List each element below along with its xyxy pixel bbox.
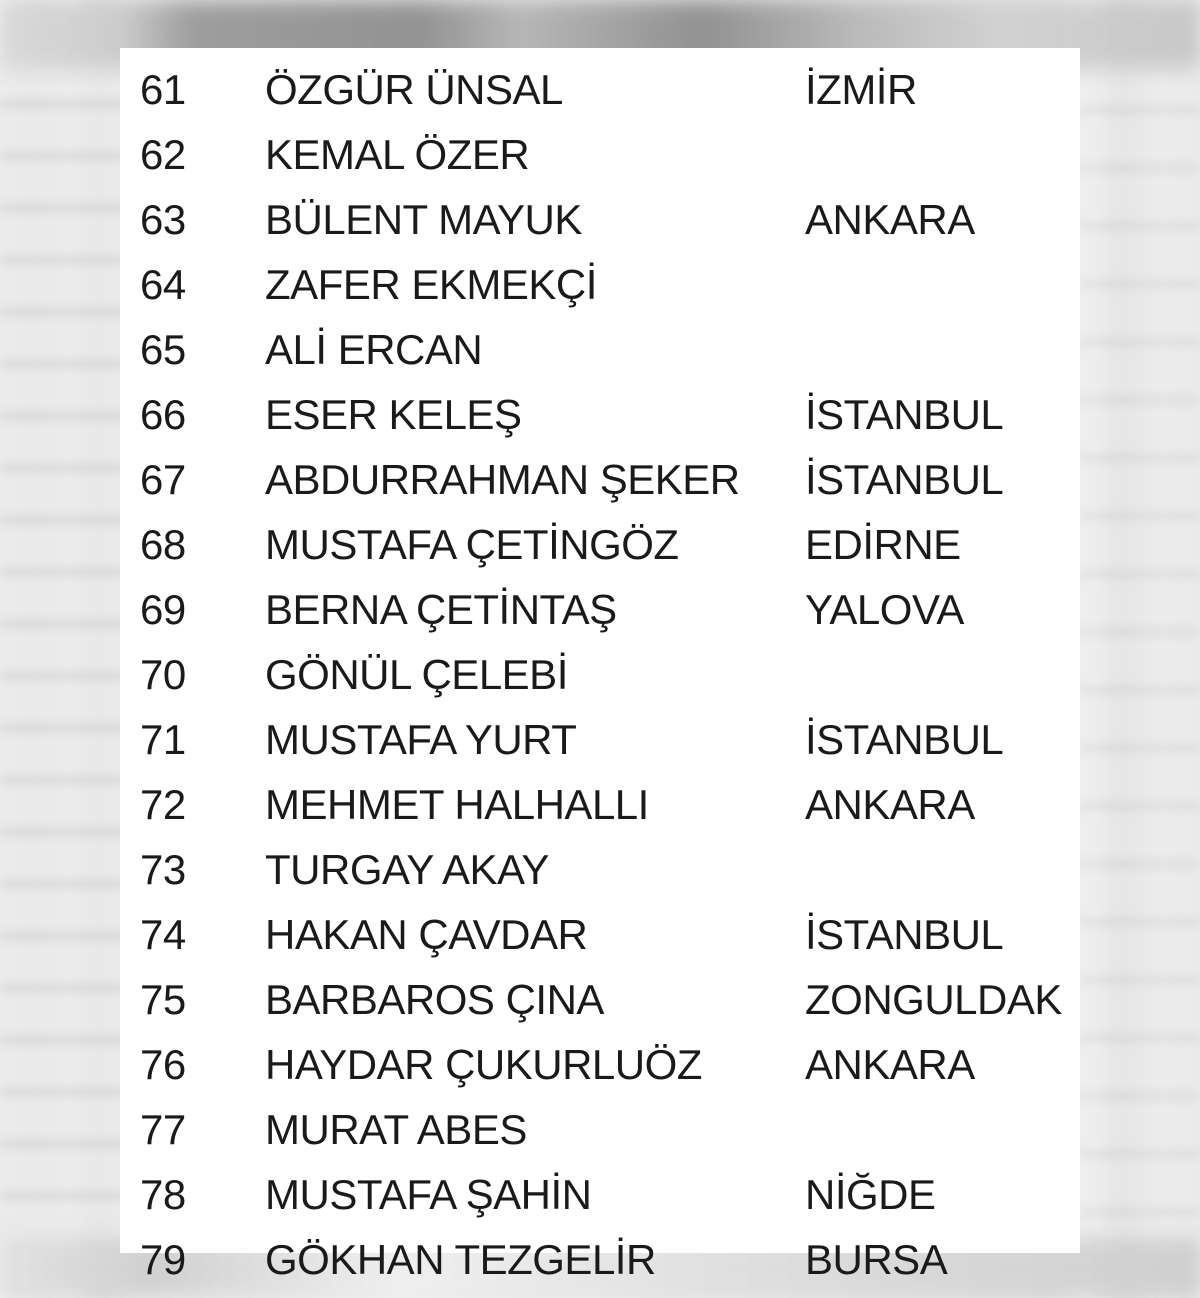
row-number: 63 <box>140 196 186 243</box>
row-name: TURGAY AKAY <box>265 846 549 893</box>
table-row <box>120 716 1080 781</box>
row-number: 70 <box>140 651 186 698</box>
table-row <box>120 976 1080 1041</box>
row-name: ALİ ERCAN <box>265 326 483 373</box>
row-name: MUSTAFA ÇETİNGÖZ <box>265 521 679 568</box>
row-city: YALOVA <box>805 586 964 633</box>
row-number: 74 <box>140 911 186 958</box>
blurred-right-text-column <box>1080 55 1200 1245</box>
table-row <box>120 66 1080 131</box>
row-name: ABDURRAHMAN ŞEKER <box>265 456 740 503</box>
row-number: 79 <box>140 1236 186 1283</box>
row-name: ESER KELEŞ <box>265 391 522 438</box>
row-name: MEHMET HALHALLI <box>265 781 649 828</box>
row-number: 71 <box>140 716 186 763</box>
table-row <box>120 261 1080 326</box>
row-name: MUSTAFA YURT <box>265 716 577 763</box>
table-row <box>120 1041 1080 1106</box>
document-sheet <box>120 48 1080 1283</box>
row-city: İSTANBUL <box>805 391 1004 438</box>
row-number: 65 <box>140 326 186 373</box>
row-name: GÖNÜL ÇELEBİ <box>265 651 568 698</box>
row-number: 67 <box>140 456 186 503</box>
row-number: 75 <box>140 976 186 1023</box>
row-number: 68 <box>140 521 186 568</box>
row-name: HAKAN ÇAVDAR <box>265 911 588 958</box>
row-number: 62 <box>140 131 186 178</box>
row-city: ANKARA <box>805 1041 975 1088</box>
row-city: İZMİR <box>805 66 917 113</box>
row-city: NİĞDE <box>805 1171 936 1218</box>
row-number: 72 <box>140 781 186 828</box>
row-city: İSTANBUL <box>805 911 1004 958</box>
row-city: ANKARA <box>805 196 975 243</box>
row-name: ZAFER EKMEKÇİ <box>265 261 597 308</box>
row-city: BURSA <box>805 1236 948 1283</box>
row-name: BERNA ÇETİNTAŞ <box>265 586 617 633</box>
row-name: BARBAROS ÇINA <box>265 976 604 1023</box>
table-row <box>120 131 1080 196</box>
blurred-left-text-column <box>0 55 130 1245</box>
row-number: 78 <box>140 1171 186 1218</box>
row-city: İSTANBUL <box>805 716 1004 763</box>
row-number: 61 <box>140 66 186 113</box>
row-name: MUSTAFA ŞAHİN <box>265 1171 592 1218</box>
row-city: İSTANBUL <box>805 456 1004 503</box>
row-name: HAYDAR ÇUKURLUÖZ <box>265 1041 702 1088</box>
table-row <box>120 456 1080 521</box>
row-name: BÜLENT MAYUK <box>265 196 582 243</box>
table-row <box>120 326 1080 391</box>
table-row <box>120 1236 1080 1298</box>
row-city: EDİRNE <box>805 521 961 568</box>
row-number: 73 <box>140 846 186 893</box>
table-row <box>120 846 1080 911</box>
candidate-list <box>120 66 1080 1298</box>
table-row <box>120 196 1080 261</box>
row-name: KEMAL ÖZER <box>265 131 530 178</box>
row-name: GÖKHAN TEZGELİR <box>265 1236 656 1283</box>
row-number: 76 <box>140 1041 186 1088</box>
row-city: ANKARA <box>805 781 975 828</box>
table-row <box>120 586 1080 651</box>
table-row <box>120 781 1080 846</box>
row-name: MURAT ABES <box>265 1106 527 1153</box>
table-row <box>120 1106 1080 1171</box>
row-name: ÖZGÜR ÜNSAL <box>265 66 563 113</box>
table-row <box>120 1171 1080 1236</box>
row-city: ZONGULDAK <box>805 976 1062 1023</box>
row-number: 64 <box>140 261 186 308</box>
table-row <box>120 651 1080 716</box>
table-row <box>120 391 1080 456</box>
row-number: 66 <box>140 391 186 438</box>
table-row <box>120 521 1080 586</box>
row-number: 69 <box>140 586 186 633</box>
table-row <box>120 911 1080 976</box>
row-number: 77 <box>140 1106 186 1153</box>
